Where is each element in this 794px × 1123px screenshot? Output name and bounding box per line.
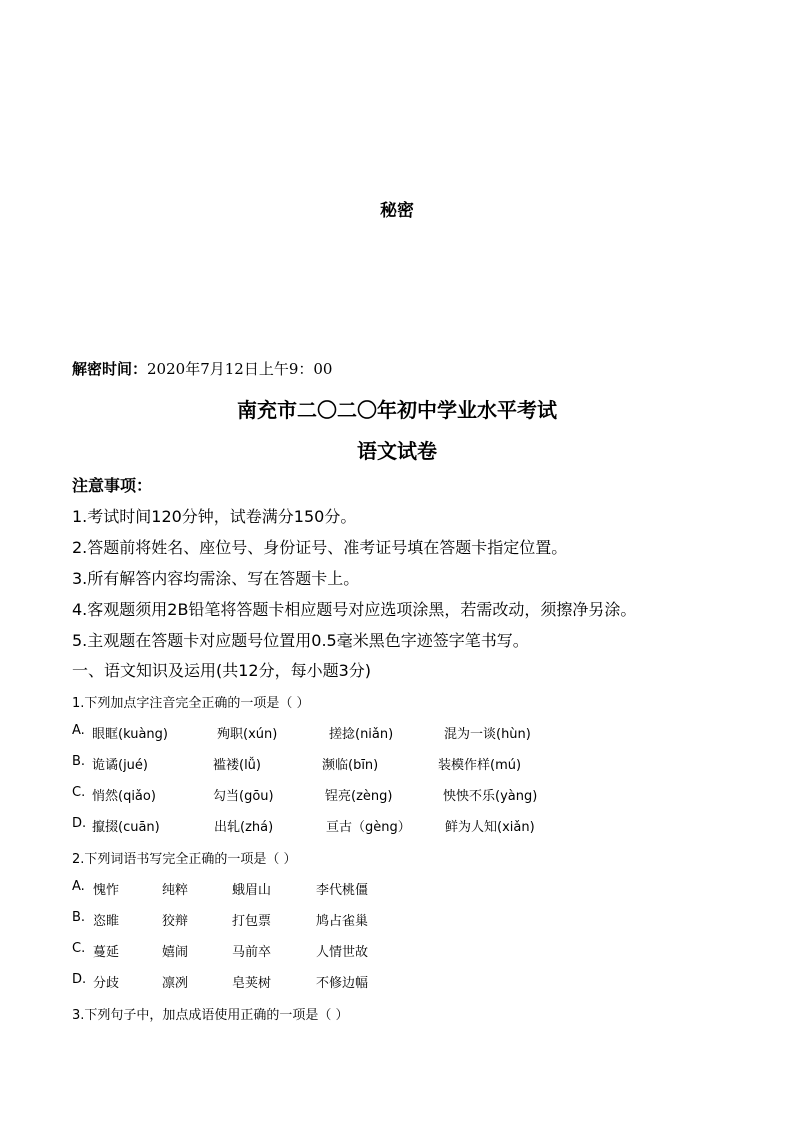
option-word: 李代桃僵 xyxy=(316,883,369,898)
notice-heading: 注意事项： xyxy=(72,476,153,495)
option-word: 勾当(gōu) xyxy=(213,789,274,804)
option-word: 蔓延 xyxy=(93,945,120,960)
option-word: 恣睢 xyxy=(93,914,120,929)
option-letter: B. xyxy=(72,754,86,769)
option-word: 装模作样(mú) xyxy=(438,758,522,773)
notice-item: 3.所有解答内容均需涂、写在答题卡上。 xyxy=(72,569,360,588)
notice-item: 1.考试时间120分钟，试卷满分150分。 xyxy=(72,507,357,526)
option-word: 愧怍 xyxy=(93,883,120,898)
option-word: 悄然(qiǎo) xyxy=(92,789,156,804)
option-word: 混为一谈(hùn) xyxy=(444,727,531,742)
option-word: 褴褛(lǚ) xyxy=(213,758,261,773)
option-word: 诡谲(jué) xyxy=(92,758,148,773)
exam-subtitle: 语文试卷 xyxy=(357,439,437,463)
option-word: 鸠占雀巢 xyxy=(316,914,369,929)
question-3-stem: 3.下列句子中，加点成语使用正确的一项是（ ） xyxy=(72,1008,349,1023)
exam-title: 南充市二〇二〇年初中学业水平考试 xyxy=(237,398,557,422)
option-word: 蛾眉山 xyxy=(232,883,272,898)
option-word: 锃亮(zèng) xyxy=(325,789,393,804)
option-letter: D. xyxy=(72,972,87,987)
option-letter: C. xyxy=(72,785,86,800)
option-word: 搓捻(niǎn) xyxy=(329,727,394,742)
decrypt-label: 解密时间： xyxy=(72,360,148,378)
option-word: 嬉闹 xyxy=(162,945,189,960)
option-word: 鲜为人知(xiǎn) xyxy=(445,820,535,835)
decrypt-time-line xyxy=(72,358,332,379)
option-word: 狡辩 xyxy=(162,914,189,929)
notice-item: 4.客观题须用2B铅笔将答题卡相应题号对应选项涂黑，若需改动，须擦净另涂。 xyxy=(72,600,637,619)
option-word: 纯粹 xyxy=(162,883,189,898)
section-heading: 一、语文知识及运用(共12分，每小题3分) xyxy=(72,661,372,680)
secret-label: 秘密 xyxy=(380,201,414,221)
option-word: 分歧 xyxy=(93,976,120,991)
option-word: 凛冽 xyxy=(162,976,189,991)
option-word: 亘古（gèng） xyxy=(326,820,411,835)
option-word: 皂荚树 xyxy=(232,976,272,991)
notice-item: 5.主观题在答题卡对应题号位置用0.5毫米黑色字迹签字笔书写。 xyxy=(72,631,529,650)
notice-item: 2.答题前将姓名、座位号、身份证号、准考证号填在答题卡指定位置。 xyxy=(72,538,568,557)
option-letter: D. xyxy=(72,816,87,831)
option-word: 打包票 xyxy=(232,914,272,929)
option-word: 眼眶(kuàng) xyxy=(92,727,168,742)
option-letter: A. xyxy=(72,879,85,894)
question-2-stem: 2.下列词语书写完全正确的一项是（ ） xyxy=(72,852,297,867)
option-word: 殉职(xún) xyxy=(217,727,278,742)
option-letter: A. xyxy=(72,723,85,738)
option-word: 怏怏不乐(yàng) xyxy=(443,789,538,804)
option-word: 不修边幅 xyxy=(316,976,369,991)
option-word: 濒临(bīn) xyxy=(322,758,379,773)
question-1-stem: 1.下列加点字注音完全正确的一项是（ ） xyxy=(72,696,310,711)
option-word: 攛掇(cuān) xyxy=(92,820,160,835)
option-letter: C. xyxy=(72,941,86,956)
decrypt-time: 2020年7月12日上午9：00 xyxy=(147,360,333,378)
option-word: 人情世故 xyxy=(316,945,369,960)
option-word: 马前卒 xyxy=(232,945,272,960)
option-letter: B. xyxy=(72,910,86,925)
option-word: 出轧(zhá) xyxy=(214,820,274,835)
